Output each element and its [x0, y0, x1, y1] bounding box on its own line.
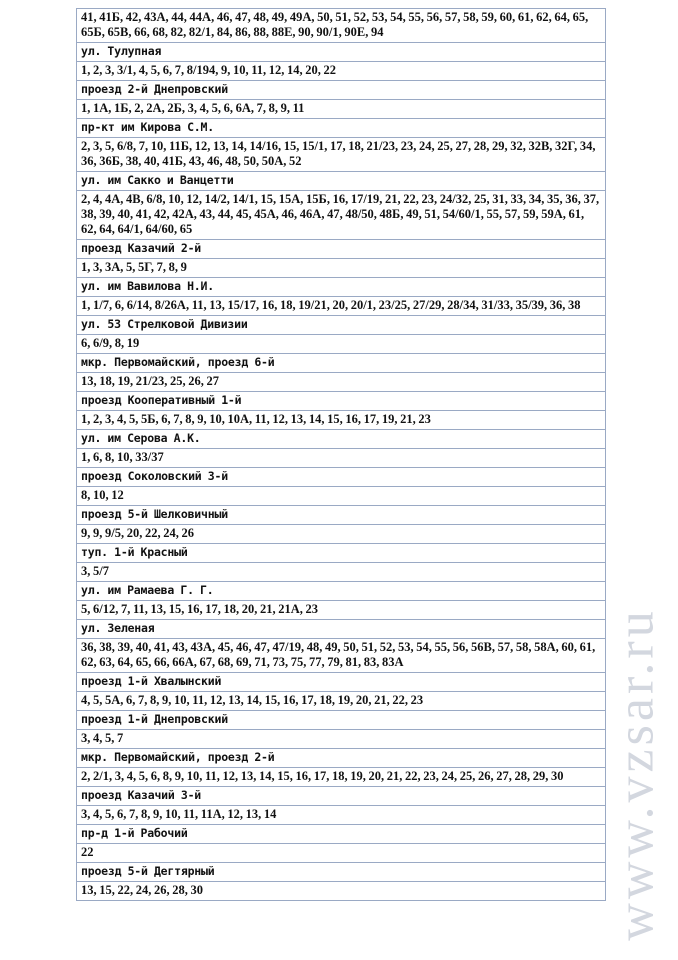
table-row: [77, 449, 606, 468]
table-row: [77, 692, 606, 711]
table-row: [77, 563, 606, 582]
street-name-cell: проезд 2-й Днепровский: [77, 81, 606, 100]
table-row: [77, 191, 606, 240]
table-row: [77, 62, 606, 81]
watermark-text: www.vzsar.ru: [608, 607, 664, 941]
table-row: [77, 430, 606, 449]
house-numbers-cell: 1, 2, 3, 3/1, 4, 5, 6, 7, 8/194, 9, 10, 11, 12, 14, 20, 22: [77, 62, 606, 81]
street-name-cell: пр-кт им Кирова С.М.: [77, 119, 606, 138]
street-name-cell: ул. Тулупная: [77, 43, 606, 62]
site-watermark: [608, 598, 664, 950]
address-table-body: [77, 9, 606, 901]
house-numbers-cell: 4, 5, 5А, 6, 7, 8, 9, 10, 11, 12, 13, 14, 15, 16, 17, 18, 19, 20, 21, 22, 23: [77, 692, 606, 711]
street-name-cell: ул. им Серова А.К.: [77, 430, 606, 449]
house-numbers-cell: 1, 2, 3, 4, 5, 5Б, 6, 7, 8, 9, 10, 10А, 11, 12, 13, 14, 15, 16, 17, 19, 21, 23: [77, 411, 606, 430]
table-row: [77, 673, 606, 692]
table-row: [77, 81, 606, 100]
table-row: [77, 392, 606, 411]
street-name-cell: проезд Кооперативный 1-й: [77, 392, 606, 411]
table-row: [77, 582, 606, 601]
table-row: [77, 297, 606, 316]
street-name-cell: проезд 5-й Дегтярный: [77, 863, 606, 882]
house-numbers-cell: 36, 38, 39, 40, 41, 43, 43А, 45, 46, 47, 47/19, 48, 49, 50, 51, 52, 53, 54, 55, 56, 56В, 57, 58, 58А, 60, 61, 62, 63, 64, 65, 66, 66А, 67, 68, 69, 71, 73, 75, 77, 79, 81, 83, 83А: [77, 639, 606, 673]
house-numbers-cell: 1, 6, 8, 10, 33/37: [77, 449, 606, 468]
table-row: [77, 259, 606, 278]
table-row: [77, 749, 606, 768]
house-numbers-cell: 1, 3, 3А, 5, 5Г, 7, 8, 9: [77, 259, 606, 278]
table-row: [77, 172, 606, 191]
table-row: [77, 138, 606, 172]
table-row: [77, 601, 606, 620]
table-row: [77, 544, 606, 563]
house-numbers-cell: 13, 15, 22, 24, 26, 28, 30: [77, 882, 606, 901]
table-row: [77, 468, 606, 487]
table-row: [77, 411, 606, 430]
house-numbers-cell: 8, 10, 12: [77, 487, 606, 506]
table-row: [77, 844, 606, 863]
table-row: [77, 9, 606, 43]
house-numbers-cell: 41, 41Б, 42, 43А, 44, 44А, 46, 47, 48, 49, 49А, 50, 51, 52, 53, 54, 55, 56, 57, 58, 59, 60, 61, 62, 64, 65, 65Б, 65В, 66, 68, 82, 82/1, 84, 86, 88, 88Е, 90, 90/1, 90Е, 94: [77, 9, 606, 43]
table-row: [77, 335, 606, 354]
street-name-cell: проезд Казачий 2-й: [77, 240, 606, 259]
table-row: [77, 730, 606, 749]
house-numbers-cell: 13, 18, 19, 21/23, 25, 26, 27: [77, 373, 606, 392]
table-row: [77, 620, 606, 639]
table-row: [77, 825, 606, 844]
table-row: [77, 639, 606, 673]
street-name-cell: ул. им Рамаева Г. Г.: [77, 582, 606, 601]
table-row: [77, 119, 606, 138]
table-row: [77, 43, 606, 62]
street-name-cell: проезд 5-й Шелковичный: [77, 506, 606, 525]
street-name-cell: проезд Казачий 3-й: [77, 787, 606, 806]
house-numbers-cell: 2, 3, 5, 6/8, 7, 10, 11Б, 12, 13, 14, 14/16, 15, 15/1, 17, 18, 21/23, 23, 24, 25, 27, 28, 29, 32, 32В, 32Г, 34, 36, 36Б, 38, 40, 41Б, 43, 46, 48, 50, 50А, 52: [77, 138, 606, 172]
street-name-cell: мкр. Первомайский, проезд 2-й: [77, 749, 606, 768]
house-numbers-cell: 3, 4, 5, 6, 7, 8, 9, 10, 11, 11А, 12, 13, 14: [77, 806, 606, 825]
table-row: [77, 100, 606, 119]
house-numbers-cell: 22: [77, 844, 606, 863]
table-row: [77, 373, 606, 392]
street-name-cell: проезд Соколовский 3-й: [77, 468, 606, 487]
table-row: [77, 787, 606, 806]
street-name-cell: ул. Зеленая: [77, 620, 606, 639]
address-table: [76, 8, 606, 901]
table-row: [77, 487, 606, 506]
street-name-cell: проезд 1-й Днепровский: [77, 711, 606, 730]
street-name-cell: проезд 1-й Хвалынский: [77, 673, 606, 692]
house-numbers-cell: 2, 2/1, 3, 4, 5, 6, 8, 9, 10, 11, 12, 13, 14, 15, 16, 17, 18, 19, 20, 21, 22, 23, 24, 25, 26, 27, 28, 29, 30: [77, 768, 606, 787]
house-numbers-cell: 3, 5/7: [77, 563, 606, 582]
street-name-cell: ул. им Сакко и Ванцетти: [77, 172, 606, 191]
table-row: [77, 768, 606, 787]
table-row: [77, 506, 606, 525]
table-row: [77, 882, 606, 901]
house-numbers-cell: 6, 6/9, 8, 19: [77, 335, 606, 354]
house-numbers-cell: 1, 1/7, 6, 6/14, 8/26А, 11, 13, 15/17, 16, 18, 19/21, 20, 20/1, 23/25, 27/29, 28/34, 31/33, 35/39, 36, 38: [77, 297, 606, 316]
house-numbers-cell: 5, 6/12, 7, 11, 13, 15, 16, 17, 18, 20, 21, 21А, 23: [77, 601, 606, 620]
house-numbers-cell: 2, 4, 4А, 4В, 6/8, 10, 12, 14/2, 14/1, 15, 15А, 15Б, 16, 17/19, 21, 22, 23, 24/32, 25, 31, 33, 34, 35, 36, 37, 38, 39, 40, 41, 42, 42А, 43, 44, 45, 45А, 46, 46А, 47, 48/50, 48Б, 49, 51, 54/60/1, 55, 57, 59, 59А, 61, 62, 64, 64/1, 64/60, 65: [77, 191, 606, 240]
street-name-cell: туп. 1-й Красный: [77, 544, 606, 563]
house-numbers-cell: 1, 1А, 1Б, 2, 2А, 2Б, 3, 4, 5, 6, 6А, 7, 8, 9, 11: [77, 100, 606, 119]
street-name-cell: ул. им Вавилова Н.И.: [77, 278, 606, 297]
table-row: [77, 278, 606, 297]
street-name-cell: ул. 53 Стрелковой Дивизии: [77, 316, 606, 335]
table-row: [77, 806, 606, 825]
table-row: [77, 525, 606, 544]
table-row: [77, 354, 606, 373]
house-numbers-cell: 3, 4, 5, 7: [77, 730, 606, 749]
house-numbers-cell: 9, 9, 9/5, 20, 22, 24, 26: [77, 525, 606, 544]
table-row: [77, 316, 606, 335]
street-name-cell: мкр. Первомайский, проезд 6-й: [77, 354, 606, 373]
street-name-cell: пр-д 1-й Рабочий: [77, 825, 606, 844]
table-row: [77, 711, 606, 730]
table-row: [77, 863, 606, 882]
table-row: [77, 240, 606, 259]
